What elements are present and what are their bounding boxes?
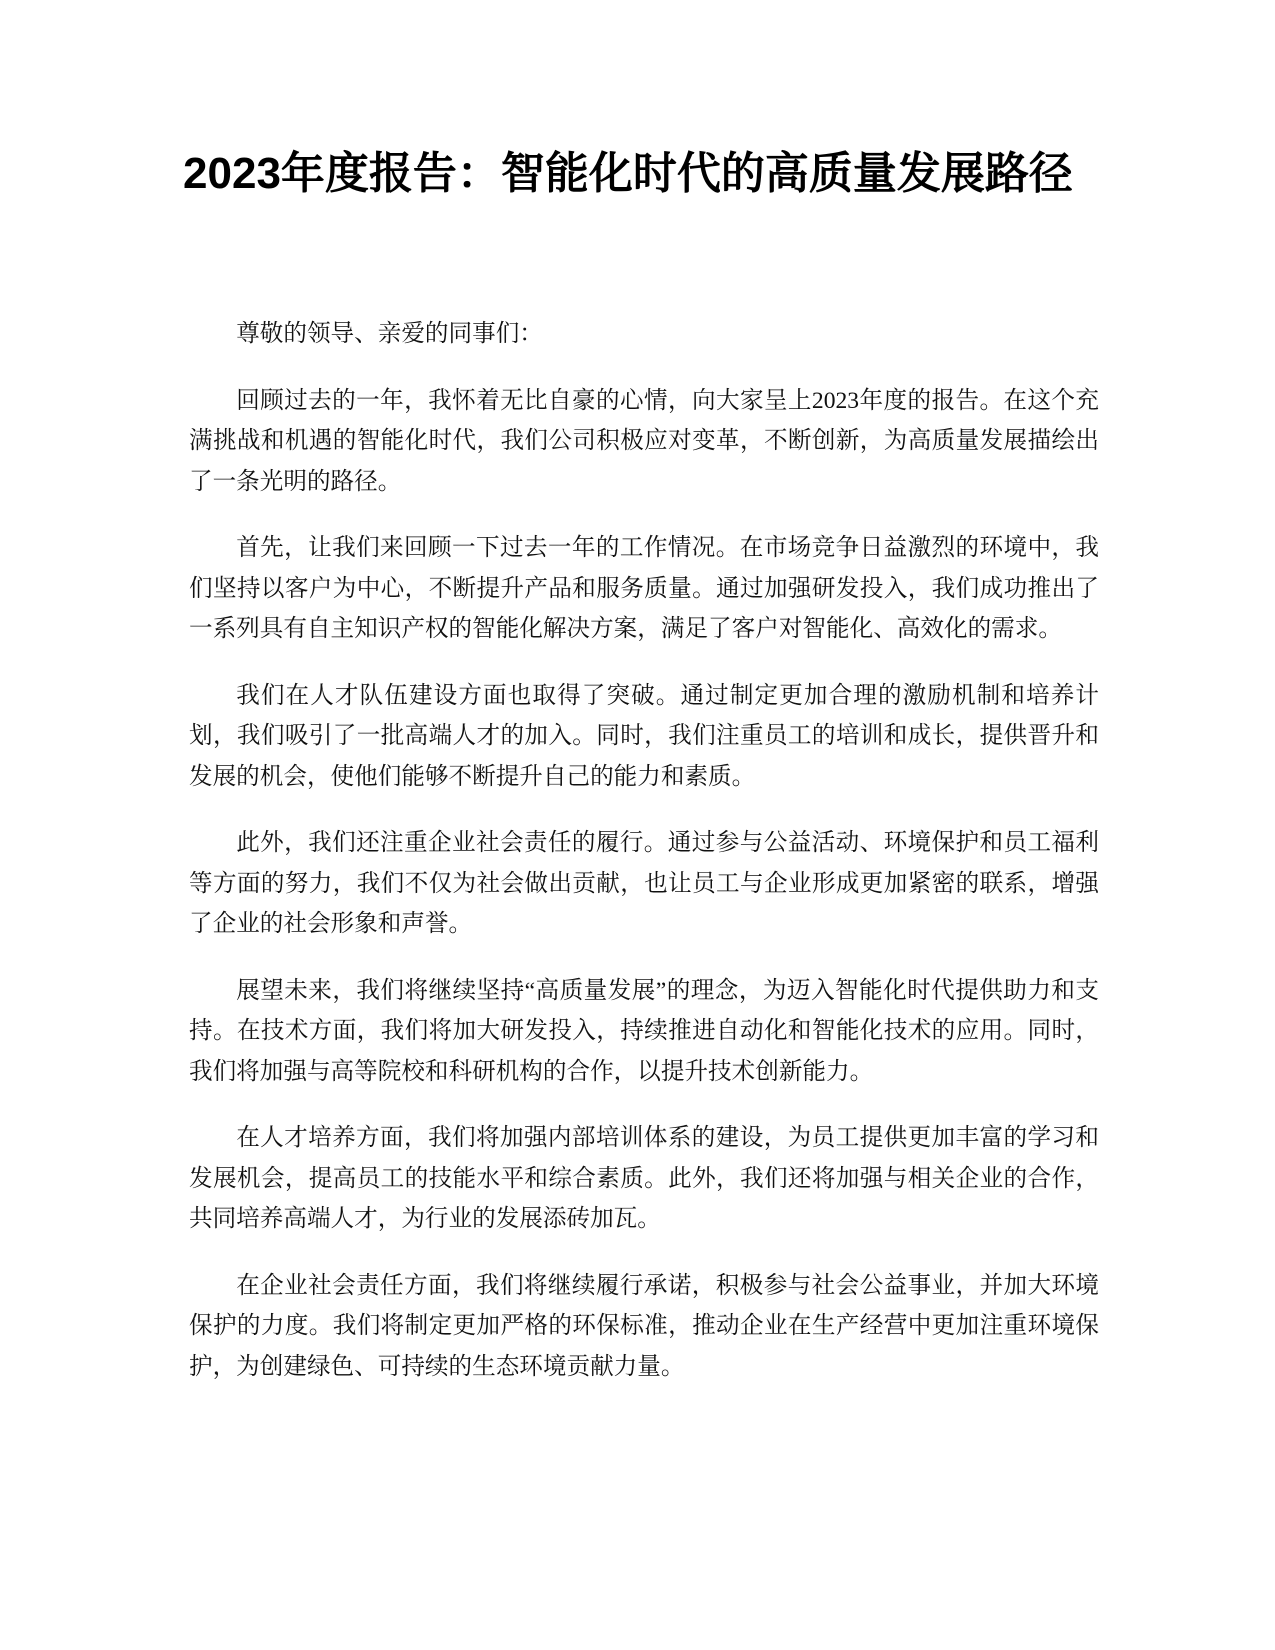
paragraph: 回顾过去的一年，我怀着无比自豪的心情，向大家呈上2023年度的报告。在这个充满挑战和机遇的智能化时代，我们公司积极应对变革，不断创新，为高质量发展描绘出了一条光明的路径。 [189, 387, 1099, 495]
paragraph: 展望未来，我们将继续坚持“高质量发展”的理念，为迈入智能化时代提供助力和支持。在技术方面，我们将加大研发投入，持续推进自动化和智能化技术的应用。同时，我们将加强与高等院校和科研机构的合作，以提升技术创新能力。 [189, 977, 1099, 1085]
paragraph: 在人才培养方面，我们将加强内部培训体系的建设，为员工提供更加丰富的学习和发展机会，提高员工的技能水平和综合素质。此外，我们还将加强与相关企业的合作，共同培养高端人才，为行业的发展添砖加瓦。 [189, 1125, 1099, 1232]
paragraph-salutation: 尊敬的领导、亲爱的同事们： [236, 321, 543, 347]
document-body [189, 314, 1099, 1413]
paragraph: 在企业社会责任方面，我们将继续履行承诺，积极参与社会公益事业，并加大环境保护的力度。我们将制定更加严格的环保标准，推动企业在生产经营中更加注重环境保护，为创建绿色、可持续的生态环境贡献力量。 [189, 1272, 1099, 1380]
paragraph: 首先，让我们来回顾一下过去一年的工作情况。在市场竞争日益激烈的环境中，我们坚持以客户为中心，不断提升产品和服务质量。通过加强研发投入，我们成功推出了一系列具有自主知识产权的智能化解决方案，满足了客户对智能化、高效化的需求。 [189, 535, 1099, 642]
paragraph: 我们在人才队伍建设方面也取得了突破。通过制定更加合理的激励机制和培养计划，我们吸引了一批高端人才的加入。同时，我们注重员工的培训和成长，提供晋升和发展的机会，使他们能够不断提升自己的能力和素质。 [189, 682, 1099, 790]
paragraph: 此外，我们还注重企业社会责任的履行。通过参与公益活动、环境保护和员工福利等方面的努力，我们不仅为社会做出贡献，也让员工与企业形成更加紧密的联系，增强了企业的社会形象和声誉。 [189, 830, 1099, 937]
document-title: 2023年度报告：智能化时代的高质量发展路径 [183, 149, 1073, 198]
